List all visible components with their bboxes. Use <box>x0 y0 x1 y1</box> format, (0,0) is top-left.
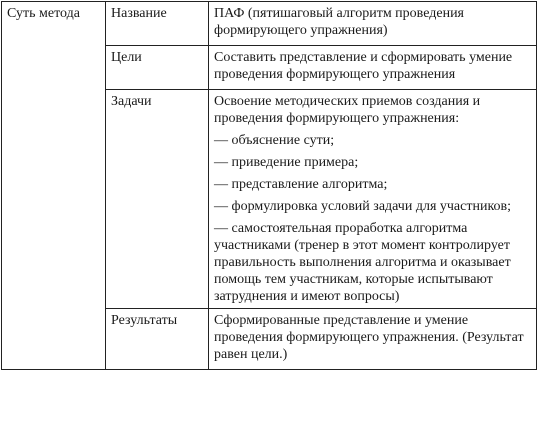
value-cell-tasks <box>209 90 537 309</box>
label-name: Название <box>111 6 167 21</box>
tasks-intro: Освоение методических приемов создания и проведения формирующего упражнения: <box>214 94 481 126</box>
value-cell-results <box>209 309 537 370</box>
label-tasks: Задачи <box>111 94 152 109</box>
tasks-item: — представление алгоритма; <box>214 177 388 192</box>
tasks-item: — формулировка условий задачи для участников; <box>214 199 512 214</box>
label-cell-tasks <box>106 90 209 309</box>
table-row-name <box>2 2 537 46</box>
label-cell-goals <box>106 46 209 90</box>
label-cell-name <box>106 2 209 46</box>
label-results: Результаты <box>111 313 178 328</box>
row-header-cell <box>2 2 106 370</box>
tasks-item: — приведение примера; <box>214 155 359 170</box>
value-cell-name <box>209 2 537 46</box>
goals-text: Составить представление и сформировать умение проведения формирующего упражнения <box>214 50 513 82</box>
label-cell-results <box>106 309 209 370</box>
method-table <box>1 1 537 370</box>
value-cell-goals <box>209 46 537 90</box>
results-text: Сформированные представление и умение проведения формирующего упражнения. (Результат равен цели.) <box>214 313 524 362</box>
tasks-item: — объяснение сути; <box>214 133 335 148</box>
name-text: ПАФ (пятишаговый алгоритм проведения формирующего упражнения) <box>214 6 464 38</box>
tasks-item: — самостоятельная проработка алгоритма участниками (тренер в этот момент контролирует правильность выполнения алгоритма и оказывает помощь тем участникам, которые испытывают затруднения и имеют вопросы) <box>214 221 511 304</box>
row-header-label: Суть метода <box>7 6 80 21</box>
label-goals: Цели <box>111 50 142 65</box>
